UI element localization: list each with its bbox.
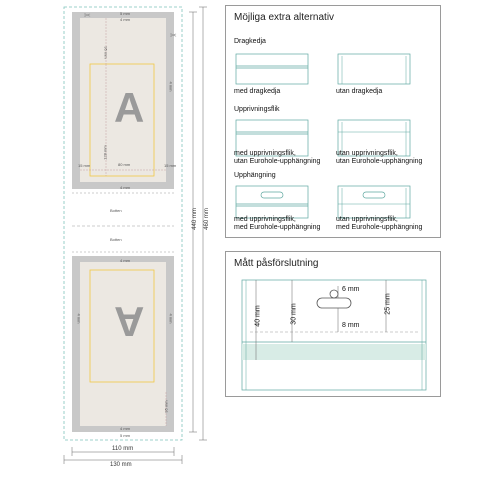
caption-tear-without: utan upprivningsflik, utan Eurohole-upphängning [336, 150, 423, 165]
dim-40mm: 40 mm [254, 305, 262, 327]
dim-side-right-lower: 4 mm [168, 313, 174, 324]
dim-25mm: 25 mm [384, 293, 392, 315]
caption-hang-with: med upprivningsflik, med Eurohole-upphängning [234, 216, 321, 231]
heading-tear: Upprivningsflik [234, 106, 280, 113]
closure-panel [225, 251, 441, 397]
scissors-icon: ✂ [170, 31, 177, 40]
heading-hang: Upphängning [234, 172, 276, 179]
hang-without [338, 186, 410, 218]
dim-side-left: 15 mm [78, 163, 91, 168]
dim-bottom-edge: 5 mm [120, 433, 130, 438]
zipper-without [338, 54, 410, 84]
dim-bottom-inner-top: 4 mm [120, 185, 130, 190]
dim-width-outer: 130 mm [110, 462, 132, 468]
dim-top-edge: 5 mm [120, 11, 130, 16]
fold-label-2: Botten [110, 237, 122, 242]
eurohole-icon [261, 192, 283, 198]
seal-band [242, 344, 426, 360]
options-title: Möjliga extra alternativ [234, 12, 335, 23]
letter-a-top: A [114, 84, 145, 131]
letter-a-bottom: A [114, 298, 145, 345]
dim-side-right-top: 4 mm [168, 81, 174, 92]
dim-width-inner: 110 mm [112, 446, 134, 452]
caption-zipper-with: med dragkedja [234, 88, 281, 95]
caption-zipper-without: utan dragkedja [336, 88, 383, 95]
dim-30mm: 30 mm [290, 303, 298, 325]
hang-with [236, 186, 308, 218]
zipper-with [236, 54, 308, 84]
scissors-icon: ✂ [84, 11, 91, 20]
closure-title: Mått påsförslutning [234, 258, 319, 269]
dim-side-right: 15 mm [164, 163, 177, 168]
dim-lower-top-inner: 4 mm [120, 258, 130, 263]
dim-bottom-inner: 4 mm [120, 426, 130, 431]
dim-6mm: 6 mm [342, 286, 360, 293]
dim-height-outer: 460 mm [203, 208, 210, 230]
heading-zipper: Dragkedja [234, 38, 266, 45]
options-panel [225, 5, 441, 238]
dim-height-inner: 440 mm [191, 208, 198, 230]
dim-art-width: 80 mm [118, 162, 131, 167]
dim-top-inner: 4 mm [120, 17, 130, 22]
dim-vertical-top: 95 mm [103, 46, 109, 59]
eurohole-icon [317, 298, 351, 308]
dim-vertical-art: 128 mm [102, 145, 108, 160]
caption-hang-without: utan upprivningsflik, med Eurohole-upphängning [336, 216, 423, 231]
dim-8mm: 8 mm [342, 322, 360, 329]
fold-label-1: Botten [110, 208, 122, 213]
caption-tear-with: med upprivningsflik, utan Eurohole-upphängning [234, 150, 321, 165]
dim-lower-small: 95 mm [163, 400, 169, 413]
dim-side-left-lower: 4 mm [76, 313, 82, 324]
eurohole-icon [363, 192, 385, 198]
